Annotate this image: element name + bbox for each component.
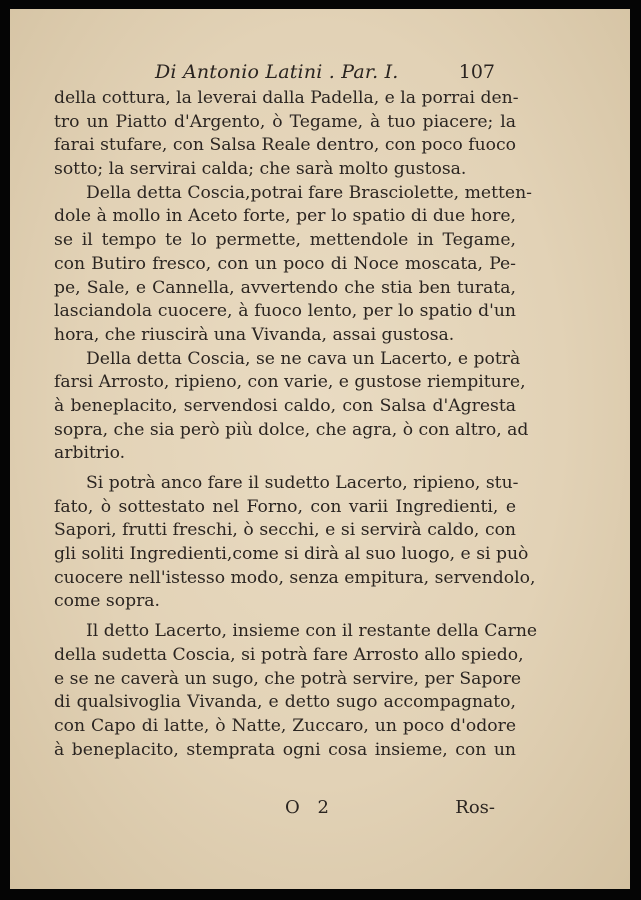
signature-mark: O 2: [285, 797, 335, 818]
text-line: cuocere nell'istesso modo, senza empitura, servendolo,: [54, 567, 536, 588]
text-line: fato, ò sottestato nel Forno, con varii Ingredienti, e: [54, 496, 516, 517]
page-number: 107: [458, 61, 495, 83]
text-line: lasciandola cuocere, à fuoco lento, per lo spatio d'un: [54, 301, 516, 322]
paragraph-start-line: Della detta Coscia,potrai fare Brasciolette, metten-: [86, 182, 532, 203]
text-body: [54, 87, 538, 762]
text-line: tro un Piatto d'Argento, ò Tegame, à tuo piacere; la: [54, 111, 516, 132]
running-title: Di Antonio Latini . Par. I.: [155, 61, 399, 83]
paragraph-start-line: Della detta Coscia, se ne cava un Lacerto, e potrà: [86, 348, 521, 369]
text-line: à beneplacito, servendosi caldo, con Salsa d'Agresta: [54, 395, 516, 416]
text-line: arbitrio.: [54, 443, 126, 464]
text-line: di qualsivoglia Vivanda, e detto sugo accompagnato,: [54, 692, 516, 713]
text-line: farsi Arrosto, ripieno, con varie, e gustose riempiture,: [54, 372, 526, 393]
text-line: della cottura, la leverai dalla Padella, e la porrai den-: [54, 88, 519, 108]
page-footer: [285, 797, 495, 821]
text-line: dole à mollo in Aceto forte, per lo spatio di due hore,: [54, 206, 516, 227]
catchword: Ros-: [455, 797, 495, 818]
text-line: come sopra.: [54, 591, 161, 612]
text-line: con Butiro fresco, con un poco di Noce moscata, Pe-: [54, 253, 516, 274]
paragraph-start-line: Si potrà anco fare il sudetto Lacerto, ripieno, stu-: [86, 473, 519, 493]
book-page: [10, 9, 630, 889]
text-line: se il tempo te lo permette, mettendole in Tegame,: [54, 230, 516, 251]
running-header: [155, 61, 495, 87]
text-line: Sapori, frutti freschi, ò secchi, e si servirà caldo, con: [54, 520, 516, 541]
text-line: sopra, che sia però più dolce, che agra, ò con altro, ad: [54, 419, 529, 440]
text-line: sotto; la servirai calda; che sarà molto gustosa.: [54, 159, 467, 180]
paragraph-start-line: Il detto Lacerto, insieme con il restante della Carne: [86, 621, 538, 642]
text-line: e se ne caverà un sugo, che potrà servire, per Sapore: [54, 668, 522, 689]
text-line: pe, Sale, e Cannella, avvertendo che stia ben turata,: [54, 277, 516, 298]
text-line: à beneplacito, stemprata ogni cosa insieme, con un: [54, 739, 516, 760]
text-line: della sudetta Coscia, si potrà fare Arrosto allo spiedo,: [54, 644, 524, 665]
text-line: farai stufare, con Salsa Reale dentro, con poco fuoco: [54, 135, 516, 156]
text-line: hora, che riuscirà una Vivanda, assai gustosa.: [54, 324, 455, 345]
text-line: gli soliti Ingredienti,come si dirà al suo luogo, e si può: [54, 544, 529, 565]
text-line: con Capo di latte, ò Natte, Zuccaro, un poco d'odore: [54, 715, 516, 736]
